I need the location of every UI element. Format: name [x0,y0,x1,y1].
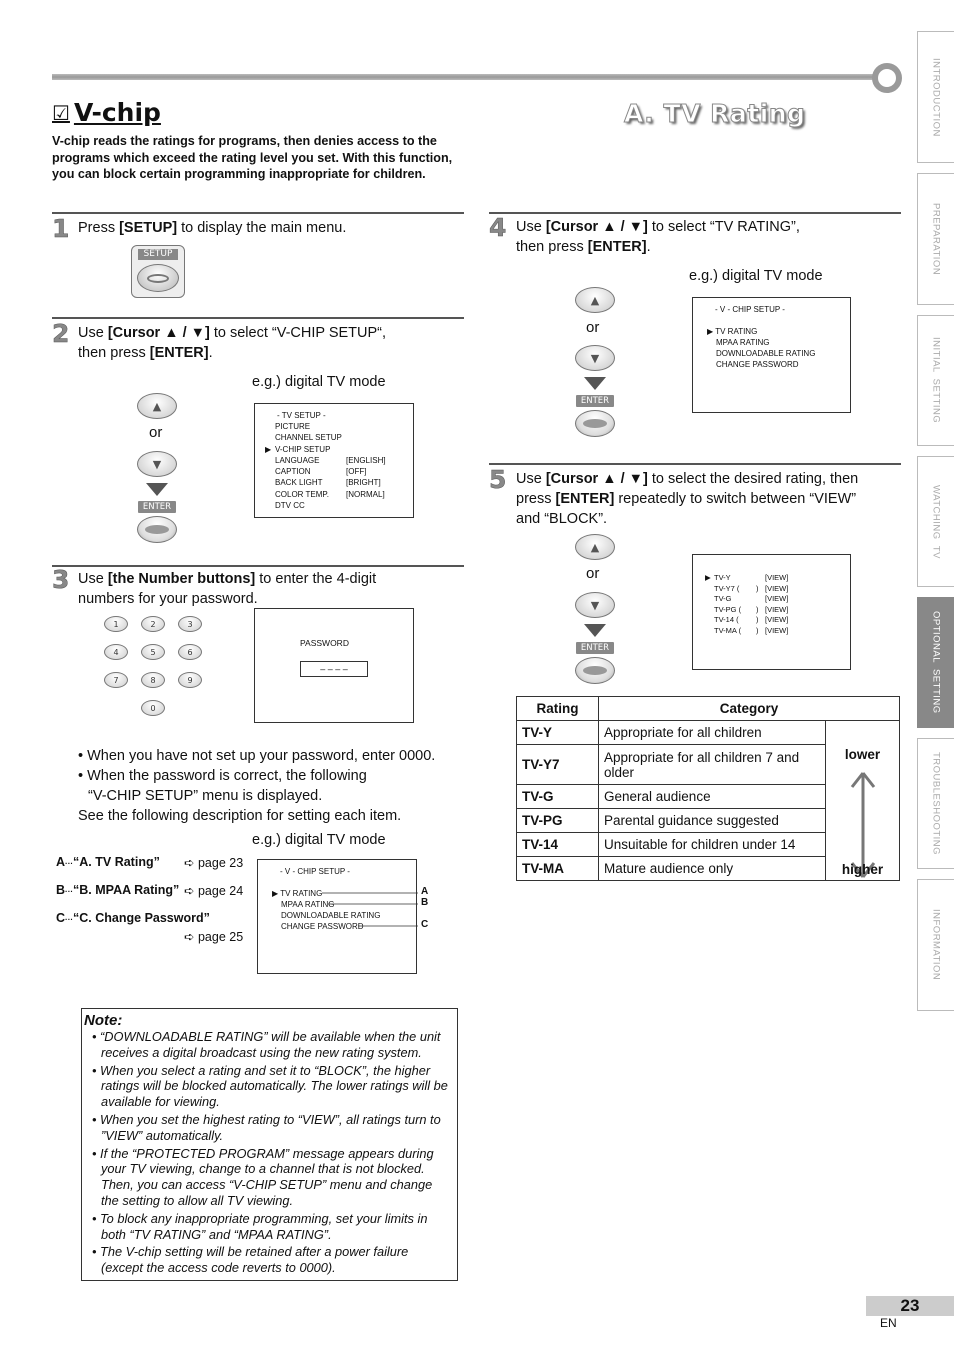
divider [52,317,464,319]
step-4-text: Use [Cursor ▲ / ▼] to select “TV RATING”, then press [ENTER]. [516,219,800,255]
rating-item[interactable]: TV-MA ( ) [VIEW] [714,625,789,635]
up-arrow-icon: ▲ [590,540,600,554]
step-number: 2 [52,319,70,348]
number-button-4[interactable]: 4 [104,644,128,660]
or-label: or [586,565,600,582]
sidebar-tab-watching-tv[interactable] [917,456,954,587]
tv-rating-menu [705,573,845,637]
category-cell: Unsuitable for children under 14 [599,833,826,857]
enter-button[interactable] [575,657,615,684]
vchip-menu [707,326,815,370]
table-row [517,721,900,745]
category-cell: Parental guidance suggested [599,809,826,833]
menu-item[interactable]: MPAA RATING [716,338,770,347]
note-item: • When you set the highest rating to “VIEW”, all ratings turn to ”VIEW” automatically. [92,1111,441,1143]
setup-knob-icon [137,264,179,292]
sidebar-tab-initial-setting[interactable] [917,315,954,446]
arrow-down-icon [146,483,168,496]
rating-table [516,696,900,881]
step-number: 4 [489,213,507,242]
rating-cell: TV-Y [517,721,599,745]
sidebar-tab-label: OPTIONAL SETTING [930,611,942,714]
password-screen [254,608,414,723]
sidebar-tab-optional-setting[interactable] [917,597,954,728]
rating-cell: TV-14 [517,833,599,857]
menu-item[interactable]: V-CHIP SETUP ▶ [265,444,331,454]
category-cell: Appropriate for all children 7 and older [599,745,826,785]
ref-c[interactable]: C···“C. Change Password” [56,911,210,925]
menu-item[interactable]: LANGUAGE [ENGLISH] [275,455,386,465]
enter-button[interactable] [137,516,177,543]
number-button-9[interactable]: 9 [178,672,202,688]
step-number: 1 [52,214,70,243]
menu-item[interactable]: ▶ TV RATING [707,327,758,336]
menu-item[interactable]: DOWNLOADABLE RATING [281,911,381,920]
down-button[interactable] [575,345,615,371]
step-2-text: Use [Cursor ▲ / ▼] to select “V-CHIP SETUP“, then press [ENTER]. [78,325,387,361]
pointer-icon: ▶ [272,889,279,898]
menu-item[interactable]: MPAA RATING [281,900,335,909]
rating-item[interactable]: TV-14 ( ) [VIEW] [714,615,789,625]
arrow-down-icon [584,377,606,390]
rating-item[interactable]: TV-PG ( ) [VIEW] [714,604,789,614]
bullet-item: “V-CHIP SETUP” menu is displayed. [88,788,323,804]
ref-a[interactable]: A···“A. TV Rating” [56,855,160,869]
down-button[interactable] [137,451,177,477]
callout-letters: A B C [421,886,429,930]
down-arrow-icon: ▼ [590,351,600,365]
up-arrow-icon: ▲ [590,293,600,307]
higher-label: higher [841,862,884,877]
ref-b-page[interactable]: ➪ page 24 [184,884,244,898]
lower-label: lower [844,747,881,762]
tv-setup-menu [265,421,410,511]
step-1-text: Press [SETUP] to display the main menu. [78,220,347,236]
arrow-icon: ➪ [184,884,195,898]
number-button-3[interactable]: 3 [178,616,202,632]
screen-title: - V - CHIP SETUP - [280,867,350,876]
page-title [52,98,161,127]
pointer-icon: ▶ [265,444,272,454]
sidebar-tab-preparation[interactable] [917,173,954,305]
rating-cell: TV-G [517,785,599,809]
bullet-item: • When you have not set up your password, enter 0000. [78,748,436,764]
sidebar-tab-label: INITIAL SETTING [930,337,942,424]
divider [489,463,901,465]
number-keypad [104,616,204,720]
arrow-icon: ➪ [184,930,195,944]
bullet-item: • When the password is correct, the following [78,768,367,784]
divider [52,565,464,567]
title-text: V-chip [73,98,161,127]
setup-button[interactable] [131,245,185,298]
menu-item[interactable]: CAPTION [OFF] [275,467,367,477]
example-label: e.g.) digital TV mode [252,832,386,848]
sidebar-tab-label: WATCHING TV [930,484,942,559]
down-arrow-icon: ▼ [590,598,600,612]
number-button-7[interactable]: 7 [104,672,128,688]
header-rating: Rating [517,697,599,721]
up-button[interactable] [575,287,615,313]
ref-c-page[interactable]: ➪ page 25 [184,930,244,944]
menu-item[interactable]: CHANNEL SETUP [275,433,342,443]
sidebar-tab-label: TROUBLESHOOTING [930,751,942,856]
example-label: e.g.) digital TV mode [689,268,823,284]
pointer-icon: ▶ [707,327,714,336]
enter-label: ENTER [576,642,614,654]
rating-item[interactable]: TV-Y7 ( ) [VIEW] [714,583,789,593]
password-field[interactable]: – – – – [300,661,368,677]
up-button[interactable] [575,534,615,560]
pointer-icon: ▶ [705,573,711,582]
sidebar-tab-troubleshooting[interactable] [917,738,954,869]
down-button[interactable] [575,592,615,618]
section-title: A. TV Rating [624,99,806,128]
sidebar-tab-introduction[interactable] [917,31,954,163]
vchip-setup-screen [257,859,417,974]
number-button-5[interactable]: 5 [141,644,165,660]
tv-setup-screen [254,403,414,518]
note-item: • If the “PROTECTED PROGRAM” message appears during your TV viewing, change to a channel that is not blocked. Then, you can access “V-CHIP SETUP” menu and change the setting to allow all TV viewing. [92,1145,434,1208]
menu-item[interactable]: PICTURE [275,422,311,431]
rating-item[interactable]: ▶ TV-Y [VIEW] [705,573,789,582]
sidebar-tab-label: INTRODUCTION [930,57,942,137]
example-label: e.g.) digital TV mode [252,374,386,390]
step-5-text: Use [Cursor ▲ / ▼] to select the desired rating, then press [ENTER] repeatedly to switch between “VIEW” and “BLOCK”. [516,471,859,527]
setup-label: SETUP [138,249,178,260]
note-item: • “DOWNLOADABLE RATING” will be available when the unit receives a digital broadcast using the new rating system. [92,1029,441,1060]
menu-item[interactable]: DTV CC [275,501,305,511]
bullet-item: See the following description for setting each item. [78,808,402,824]
step-3-text: Use [the Number buttons] to enter the 4-digit numbers for your password. [78,571,377,607]
arrow-icon: ➪ [184,856,195,870]
category-cell: General audience [599,785,826,809]
note-item: • To block any inappropriate programming, set your limits in both “TV RATING” and “MPAA RATING”. [92,1210,428,1242]
menu-item[interactable]: ▶ TV RATING [272,889,323,898]
enter-label: ENTER [576,395,614,407]
category-cell: Appropriate for all children [599,721,826,745]
step-number: 5 [489,465,507,494]
enter-label: ENTER [138,501,176,513]
menu-item[interactable]: COLOR TEMP. [NORMAL] [275,489,385,499]
language-label: EN [880,1316,897,1330]
bullet-list [78,746,435,826]
tv-rating-screen [692,554,851,670]
step-number: 3 [52,565,70,594]
or-label: or [586,319,600,336]
number-button-8[interactable]: 8 [141,672,165,688]
menu-item[interactable]: DOWNLOADABLE RATING [716,349,816,358]
menu-item[interactable]: CHANGE PASSWORD [716,360,799,369]
note-title: Note: [84,1012,123,1029]
category-cell: Mature audience only [599,857,826,881]
note-item: • The V-chip setting will be retained after a power failure (except the access code reverts to 0000). [92,1244,409,1276]
divider [52,212,464,214]
menu-item[interactable]: CHANGE PASSWORD [281,922,364,931]
divider [489,212,901,214]
note-box [81,1008,458,1281]
sidebar-tab-label: INFORMATION [930,909,942,981]
menu-item[interactable]: BACK LIGHT [BRIGHT] [275,478,381,488]
screen-title: - TV SETUP - [277,411,326,420]
number-button-6[interactable]: 6 [178,644,202,660]
ref-b[interactable]: B···“B. MPAA Rating” [56,883,180,897]
note-list [92,1029,452,1278]
vchip-setup-screen [692,297,851,413]
or-label: or [149,424,163,441]
rating-cell: TV-Y7 [517,745,599,785]
header-circle-icon [872,63,902,93]
order-cell [826,721,900,881]
number-button-1[interactable]: 1 [104,616,128,632]
header-bar [52,74,882,80]
sidebar-tab-information[interactable] [917,879,954,1011]
enter-button[interactable] [575,410,615,437]
note-item: • When you select a rating and set it to “BLOCK”, the higher ratings will be blocked automatically. The lower ratings will be available for viewing. [92,1062,448,1110]
down-arrow-icon: ▼ [152,457,162,471]
rating-cell: TV-MA [517,857,599,881]
header-category: Category [599,697,900,721]
callout-lines [258,860,418,975]
up-arrow-icon: ▲ [152,399,162,413]
ref-a-page[interactable]: ➪ page 23 [184,856,244,870]
number-button-0[interactable]: 0 [141,700,165,716]
rating-item[interactable]: TV-G [VIEW] [714,594,789,604]
screen-title: - V - CHIP SETUP - [715,305,785,314]
up-button[interactable] [137,393,177,419]
sidebar-tab-label: PREPARATION [930,202,942,276]
arrow-down-icon [584,624,606,637]
rating-cell: TV-PG [517,809,599,833]
number-button-2[interactable]: 2 [141,616,165,632]
page-number: 23 [866,1296,954,1316]
intro-text: V-chip reads the ratings for programs, then denies access to the programs which exceed the rating level you set. With this function, you can block certain programming inappropriate for children. [52,134,453,181]
checkbox-icon: ☑ [52,100,70,125]
password-label: PASSWORD [300,638,349,648]
